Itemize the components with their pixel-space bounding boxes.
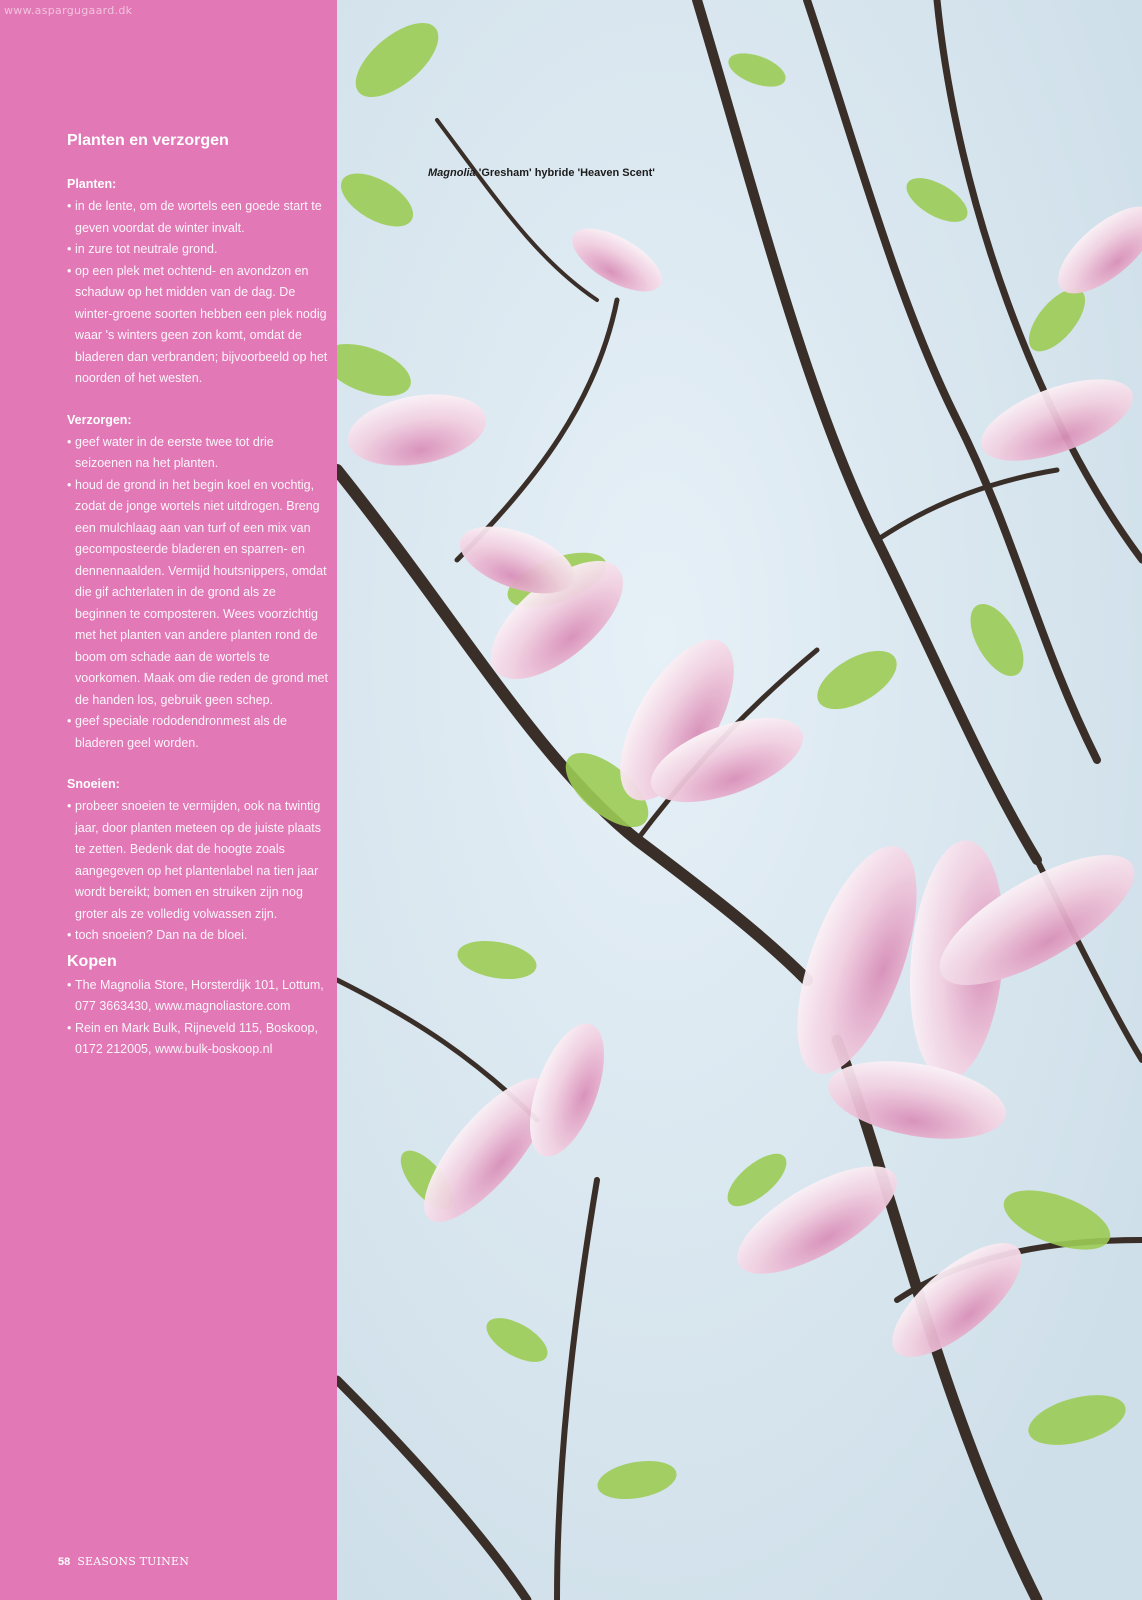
- page-number: 58: [58, 1556, 71, 1568]
- list-item: • The Magnolia Store, Horsterdijk 101, Lottum, 077 3663430, www.magnoliastore.com: [67, 975, 329, 1018]
- section-kopen: [67, 953, 329, 1061]
- bullet-list: [67, 432, 329, 755]
- list-item: • geef water in de eerste twee tot drie seizoenen na het planten.: [67, 432, 329, 475]
- section-heading: Snoeien:: [67, 777, 120, 791]
- list-item: • toch snoeien? Dan na de bloei.: [67, 925, 329, 947]
- section-planten: [67, 176, 329, 390]
- list-item: • Rein en Mark Bulk, Rijneveld 115, Boskoop, 0172 212005, www.bulk-boskoop.nl: [67, 1018, 329, 1061]
- magnolia-illustration: [337, 0, 1142, 1600]
- list-item: • probeer snoeien te vermijden, ook na twintig jaar, door planten meteen op de juiste plaats te zetten. Bedenk dat de hoogte zoals aangegeven op het plantenlabel na tien jaar wordt bereikt; bomen en struiken zijn nog groter als ze volledig volwassen zijn.: [67, 796, 329, 925]
- section-heading: Planten:: [67, 177, 117, 191]
- section-heading: Verzorgen:: [67, 412, 132, 427]
- bullet-list: [67, 796, 329, 947]
- bullet-list: [67, 196, 329, 390]
- list-item: • houd de grond in het begin koel en vochtig, zodat de jonge wortels niet uitdrogen. Breng een mulchlaag aan van turf of een mix van gecomposteerde bladeren en sparren- en dennennaalden. Vermijd houtsnippers, omdat die gif achterlaten in de grond als ze beginnen te composteren. Wees voorzichtig met het planten van andere planten rond de boom om schade aan de wortels te voorkomen. Maak om die reden de grond met de handen los, gebruik geen schep.: [67, 475, 329, 712]
- section-verzorgen: [67, 412, 329, 755]
- magazine-name: SEASONS TUINEN: [77, 1555, 190, 1568]
- caption-cultivar: 'Gresham' hybride 'Heaven Scent': [475, 167, 655, 179]
- watermark: www.aspargugaard.dk: [4, 4, 133, 17]
- sidebar-title: Planten en verzorgen: [67, 132, 229, 149]
- list-item: • in de lente, om de wortels een goede start te geven voordat de winter invalt.: [67, 196, 329, 239]
- list-item: • geef speciale rododendronmest als de bladeren geel worden.: [67, 711, 329, 754]
- list-item: • op een plek met ochtend- en avondzon en schaduw op het midden van de dag. De winter-groene soorten hebben een plek nodig waar 's winters geen zon komt, omdat de bladeren dan verbranden; bijvoorbeeld op het noorden of het westen.: [67, 261, 329, 390]
- bullet-list: [67, 975, 329, 1061]
- sidebar-content: [67, 132, 329, 1061]
- section-heading: Kopen: [67, 952, 117, 970]
- page-footer: [58, 1555, 189, 1568]
- section-snoeien: [67, 776, 329, 947]
- list-item: • in zure tot neutrale grond.: [67, 239, 329, 261]
- magnolia-photo: [337, 0, 1142, 1600]
- pink-sidebar: [0, 0, 337, 1600]
- caption-genus: Magnolia: [428, 167, 476, 179]
- photo-caption: [428, 167, 655, 179]
